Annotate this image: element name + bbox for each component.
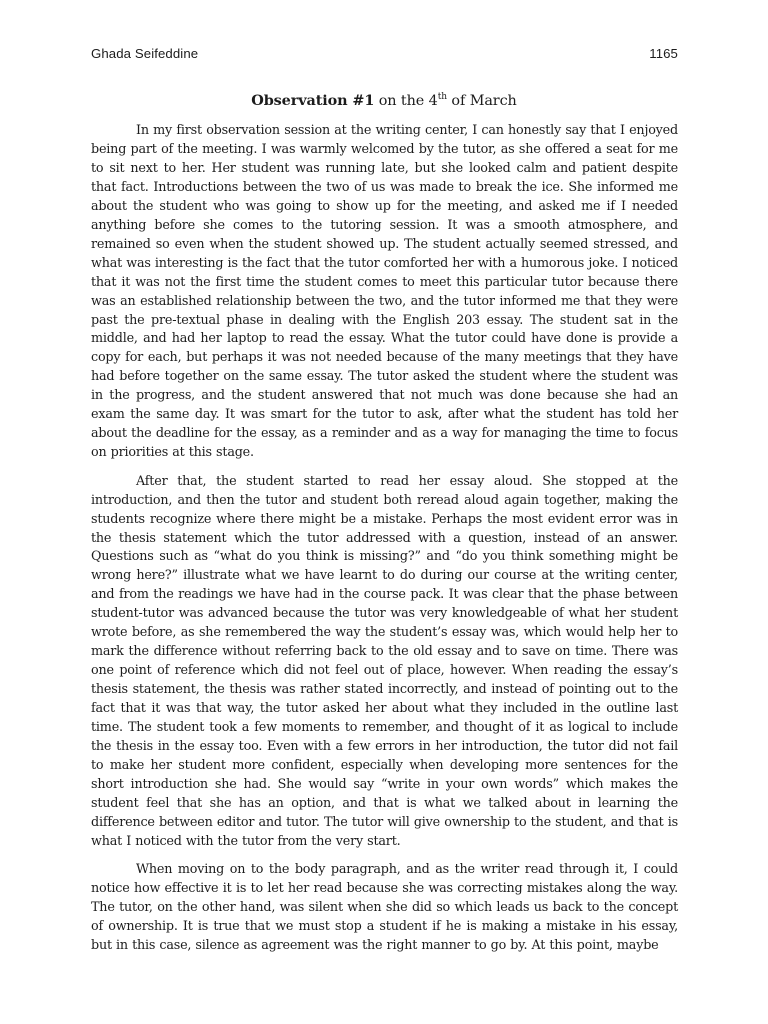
title-date-suffix: of March [446, 93, 517, 109]
paragraph-1: In my first observation session at the writing center, I can honestly say that I enjoyed being part of the meeting. I was warmly welcomed by the tutor, as she offered a seat for me to sit next to her. Her student was running late, but she looked calm and patient despite that fact. Introductions between the two of us was made to break the ice. She informed me about the student who was going to show up for the meeting, and asked me if I needed anything before she comes to the tutoring session. It was a smooth atmosphere, and remained so even when the student showed up. The student actually seemed stressed, and what was interesting is the fact that the tutor comforted her with a humorous joke. I noticed that it was not the first time the student comes to meet this particular tutor because there was an established relationship between the two, and the tutor informed me that they were past the pre-textual phase in dealing with the English 203 essay. The student sat in the middle, and had her laptop to read the essay. What the tutor could have done is provide a copy for each, but perhaps it was not needed because of the many meetings that they have had before together on the same essay. The tutor asked the student where the student was in the progress, and the student answered that not much was done because she had an exam the same day. It was smart for the tutor to ask, after what the student has told her about the deadline for the essay, as a reminder and as a way for managing the time to focus on priorities at this stage. [91, 123, 678, 461]
title-observation: Observation #1 [251, 92, 375, 109]
page-number: 1165 [649, 46, 678, 61]
author-name: Ghada Seifeddine [91, 46, 199, 61]
paragraph-3: When moving on to the body paragraph, and as the writer read through it, I could notice how effective it is to let her read because she was correcting mistakes along the way. The tutor, on the other hand, was silent when she did so which leads us back to the concept of ownership. It is true that we must stop a student if he is making a mistake in his essay, but in this case, silence as agreement was the right manner to go by. At this point, maybe [91, 862, 678, 954]
title-date-superscript: th [437, 92, 447, 102]
page-header [91, 46, 678, 68]
document-title [0, 92, 768, 109]
title-date-prefix: on the 4 [374, 93, 438, 109]
paragraph-2: After that, the student started to read her essay aloud. She stopped at the introduction, and then the tutor and student both reread aloud again together, making the students recognize where there might be a mistake. Perhaps the most evident error was in the thesis statement which the tutor addressed with a question, instead of an answer. Questions such as “what do you think is missing?” and “do you think something might be wrong here?” illustrate what we have learnt to do during our course at the writing center, and from the readings we have had in the course pack. It was clear that the phase between student-tutor was advanced because the tutor was very knowledgeable of what her student wrote before, as she remembered the way the student’s essay was, which would help her to mark the difference without referring back to the old essay and to save on time. There was one point of reference which did not feel out of place, however. When reading the essay’s thesis statement, the thesis was rather stated incorrectly, and instead of pointing out to the fact that it was that way, the tutor asked her about what they included in the outline last time. The student took a few moments to remember, and thought of it as logical to include the thesis in the essay too. Even with a few errors in her introduction, the tutor did not fail to make her student more confident, especially when developing more sentences for the short introduction she had. She would say “write in your own words” which makes the student feel that she has an option, and that is what we talked about in learning the difference between editor and tutor. The tutor will give ownership to the student, and that is what I noticed with the tutor from the very start. [91, 473, 678, 849]
body-text [91, 122, 678, 965]
